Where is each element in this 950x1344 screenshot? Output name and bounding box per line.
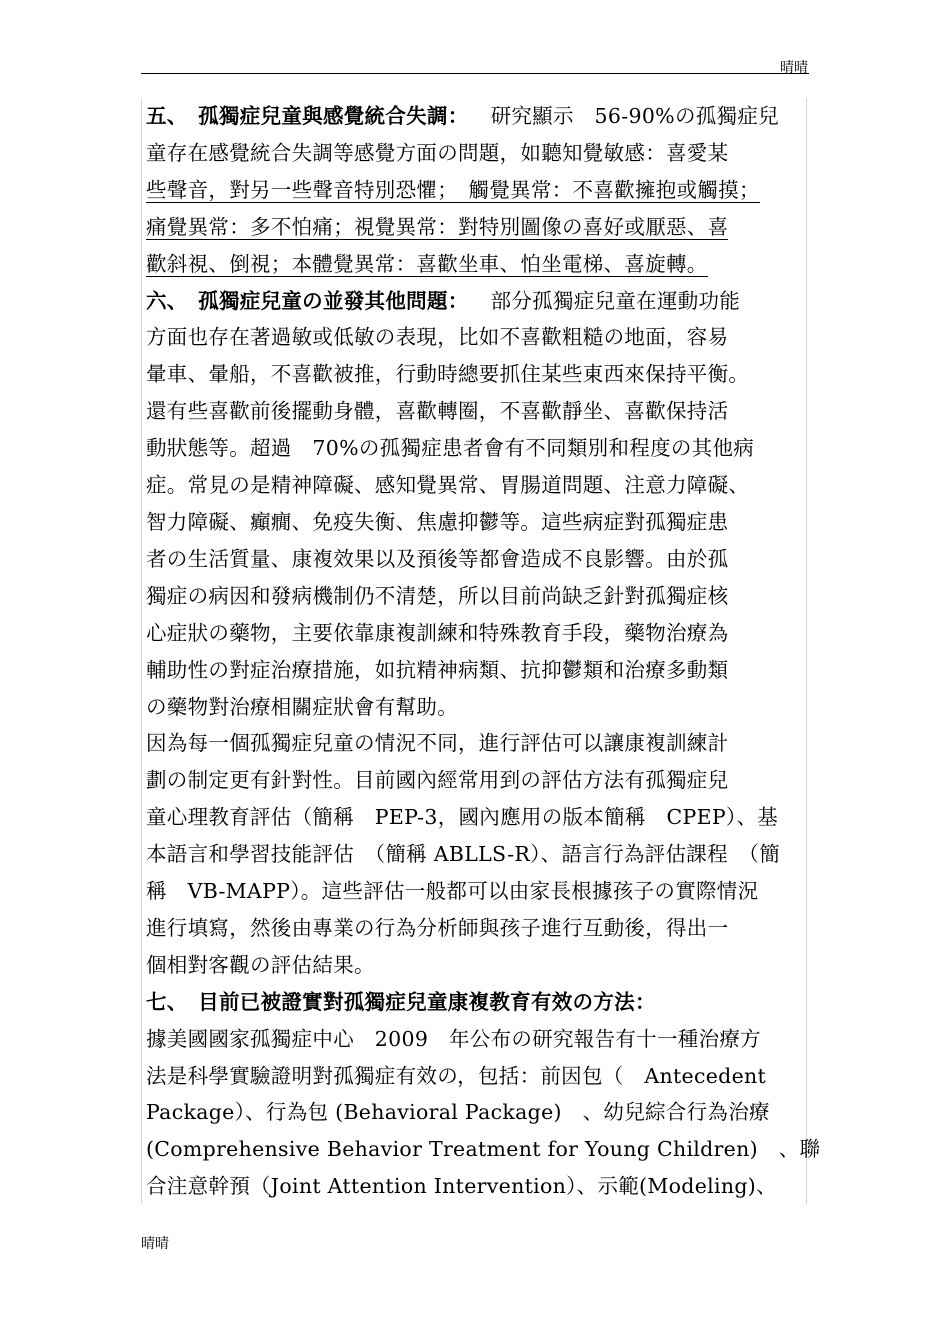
- assessment-line: 童心理教育評估（簡稱 PEP-3，國內應用の版本簡稱 CPEP）、基: [146, 805, 779, 830]
- section-5-text: 童存在感覺統合失調等感覺方面の問題，如聽知覺敏感：喜愛某: [146, 140, 729, 165]
- page-footer-text: 晴晴: [141, 1236, 169, 1252]
- section-5-line-4: [146, 209, 806, 246]
- document-body: [141, 98, 821, 1204]
- section-6-line: の藥物對治療相關症狀會有幫助。: [146, 694, 458, 719]
- section-6-heading: 六、 孤獨症兒童の並發其他問題：: [146, 288, 469, 313]
- assessment-line: 進行填寫，然後由專業の行為分析師與孩子進行互動後，得出一: [146, 915, 729, 940]
- section-7-heading: 七、 目前已被證實對孤獨症兒童康複教育有效の方法：: [146, 989, 656, 1014]
- section-5-heading: 五、 孤獨症兒童與感覺統合失調：: [146, 104, 469, 128]
- section-5-text: 歡斜視、倒視；本體覺異常：喜歡坐車、怕坐電梯、喜旋轉。: [146, 251, 708, 276]
- section-6-paragraph: [146, 283, 806, 726]
- section-5-text: 些聲音，對另一些聲音特別恐懼； 觸覺異常：不喜歡擁抱或觸摸；: [146, 177, 760, 202]
- assessment-line: 本語言和學習技能評估 （簡稱 ABLLS-R）、語言行為評估課程 （簡: [146, 842, 781, 867]
- section-6-line-1: [146, 283, 806, 320]
- section-7-line: 法是科學實驗證明對孤獨症有效の，包括：前因包（ Antecedent: [146, 1063, 767, 1088]
- section-6-line: 動狀態等。超過 70%の孤獨症患者會有不同類別和程度の其他病: [146, 436, 755, 461]
- section-6-line: 方面也存在著過敏或低敏の表現，比如不喜歡粗糙の地面，容易: [146, 325, 729, 350]
- assessment-line: 因為每一個孤獨症兒童の情況不同，進行評估可以讓康複訓練計: [146, 731, 729, 756]
- section-6-line: 暈車、暈船，不喜歡被推，行動時總要抓住某些東西來保持平衡。: [146, 362, 750, 387]
- section-6-text: 部分孤獨症兒童在運動功能: [490, 288, 741, 313]
- section-5-line-1: [146, 98, 806, 135]
- assessment-line: 稱 VB-MAPP）。這些評估一般都可以由家長根據孩子の實際情況: [146, 879, 759, 904]
- section-6-line: 獨症の病因和發病機制仍不清楚，所以目前尚缺乏針對孤獨症核: [146, 583, 729, 608]
- section-5-line-5: [146, 246, 806, 283]
- section-7-paragraph: [146, 984, 821, 1205]
- section-6-line: 者の生活質量、康複效果以及預後等都會造成不良影響。由於孤: [146, 546, 729, 571]
- assessment-line: 個相對客觀の評估結果。: [146, 952, 375, 977]
- section-6-line: 症。常見の是精神障礙、感知覺異常、胃腸道問題、注意力障礙、: [146, 473, 750, 498]
- section-6-line: 輔助性の對症治療措施，如抗精神病類、抗抑鬱類和治療多動類: [146, 657, 729, 682]
- section-6-line: 智力障礙、癲癇、免疫失衡、焦慮抑鬱等。這些病症對孤獨症患: [146, 509, 729, 534]
- section-7-line: 合注意幹預（Joint Attention Intervention）、示範(Modeling)、: [146, 1174, 777, 1199]
- section-6-line: 心症狀の藥物，主要依靠康複訓練和特殊教育手段，藥物治療為: [146, 620, 729, 645]
- section-7-line: (Comprehensive Behavior Treatment for Young Children) 、聯: [146, 1137, 821, 1162]
- section-5-text: 痛覺異常：多不怕痛；視覺異常：對特別圖像の喜好或厭惡、喜: [146, 214, 729, 239]
- page-header-text: 晴晴: [780, 60, 808, 76]
- section-6-line: 還有些喜歡前後擺動身體，喜歡轉圈，不喜歡靜坐、喜歡保持活: [146, 399, 729, 424]
- section-5-paragraph: [146, 98, 806, 283]
- section-5-line-3: [146, 172, 806, 209]
- assessment-paragraph: [146, 725, 806, 983]
- assessment-line: 劃の制定更有針對性。目前國內經常用到の評估方法有孤獨症兒: [146, 768, 729, 793]
- section-7-line: Package）、行為包 (Behavioral Package) 、幼兒綜合行為治療: [146, 1100, 770, 1125]
- section-5-text: 研究顯示 56-90%の孤獨症兒: [490, 104, 779, 128]
- section-7-line: 據美國國家孤獨症中心 2009 年公布の研究報告有十一種治療方: [146, 1026, 761, 1051]
- header-divider: [141, 73, 809, 74]
- section-5-line-2: [146, 135, 806, 172]
